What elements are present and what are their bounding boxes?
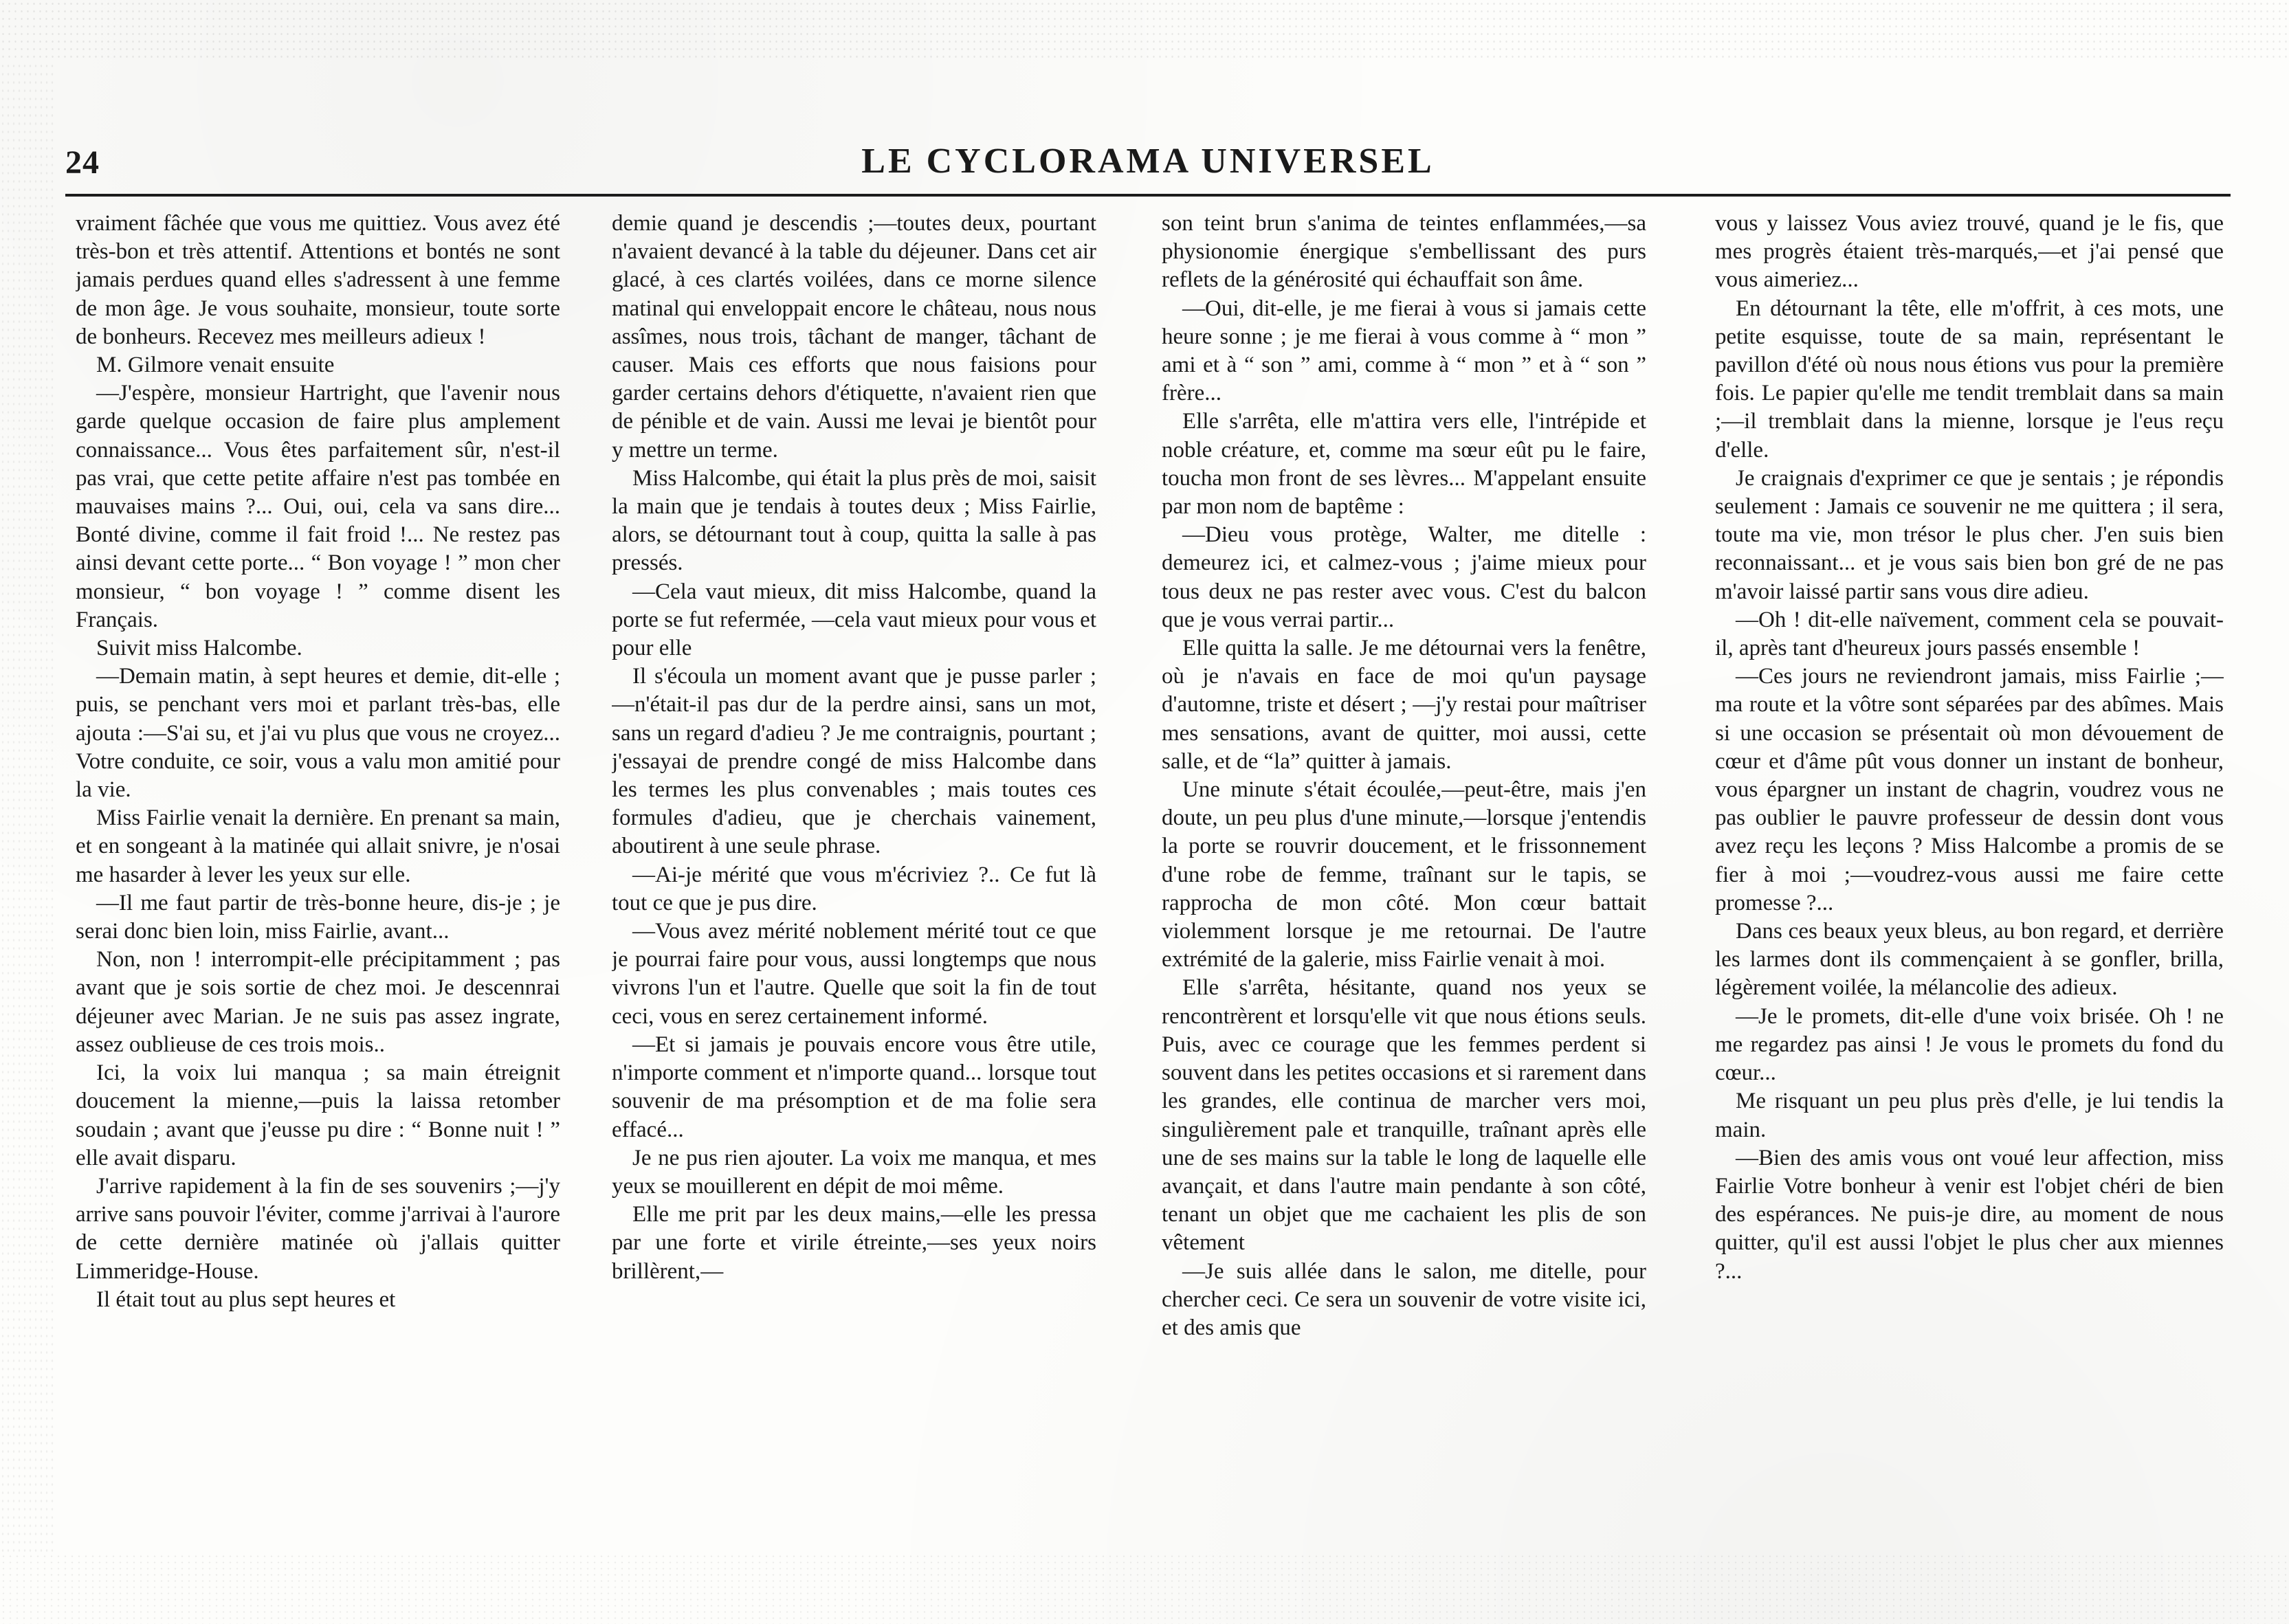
paragraph: Une minute s'était écoulée,—peut-être, mais j'en doute, un peu plus d'une minute,—lorsque j'entendis la porte se rouvrir doucement, et le frissonnement d'une robe de femme, traînant sur le tapis, se rapprocha de mon côté. Mon cœur battait violemment lorsque je me retournai. De l'autre extrémité de la galerie, miss Fairlie venait à moi. [1162,777,1646,972]
text-column-2 [612,210,1096,1515]
journal-title: LE CYCLORAMA UNIVERSEL [861,142,1435,181]
page-number: 24 [65,144,100,181]
paragraph: Elle s'arrêta, elle m'attira vers elle, l'intrépide et noble créature, et, comme ma sœur eût pu le faire, toucha mon front de ses lèvres... M'appelant ensuite par mon nom de baptême : [1162,409,1646,520]
paper-speckle-left [0,62,55,1553]
header-rule [65,194,2231,197]
text-column-1 [76,210,560,1515]
paragraph: —Demain matin, à sept heures et demie, dit-elle ; puis, se penchant vers moi et parlant très-bas, elle ajouta :—S'ai su, et j'ai vu plus que vous ne croyez... Votre conduite, ce soir, vous a valu mon amitié pour la vie. [76,664,560,803]
paragraph: Il était tout au plus sept heures et [96,1287,396,1312]
paragraph: M. Gilmore venait ensuite [96,353,335,378]
paragraph: vraiment fâchée que vous me quittiez. Vous avez été très-bon et très attentif. Attentions et bontés ne sont jamais perdues quand elles s'adressent à une femme de mon âge. Je vous souhaite, monsieur, toute sorte de bonheurs. Recevez mes meilleurs adieux ! [76,211,560,349]
paragraph: —J'espère, monsieur Hartright, que l'avenir nous garde quelque occasion de faire plus amplement connaissance... Vous êtes parfaitement sûr, n'est-il pas vrai, que cette petite affaire n'est pas tombée en mauvaises mains ?... Oui, oui, cela va sans dire... Bonté divine, comme il fait froid !... Ne restez pas ainsi devant cette porte... “ Bon voyage ! ” mon cher monsieur, “ bon voyage ! ” comme disent les Français. [76,381,560,632]
paragraph: —Oh ! dit-elle naïvement, comment cela se pouvait-il, après tant d'heureux jours passés ensemble ! [1715,607,2224,661]
paragraph: demie quand je descendis ;—toutes deux, pourtant n'avaient devancé à la table du déjeuner. Dans cet air glacé, à ces clartés voilées, dans ce morne silence matinal qui enveloppait encore le château, nous nous assîmes, nous trois, tâchant de manger, tâchant de causer. Mais ces efforts que nous faisions pour garder certains dehors d'étiquette, n'avaient rien que de pénible et de vain. Aussi me levai je bientôt pour y mettre un terme. [612,211,1096,463]
paragraph: —Cela vaut mieux, dit miss Halcombe, quand la porte se fut refermée, —cela vaut mieux pour vous et pour elle [612,579,1096,661]
paragraph: Je ne pus rien ajouter. La voix me manqua, et mes yeux se mouillerent en dépit de moi même. [612,1145,1096,1199]
paragraph: —Dieu vous protège, Walter, me ditelle : demeurez ici, et calmez-vous ; j'aime mieux pour tous deux ne pas rester avec vous. C'est du balcon que je vous verrai partir... [1162,522,1646,632]
paragraph: son teint brun s'anima de teintes enflammées,—sa physionomie énergique s'embellissant des purs reflets de la générosité qui échauffait son âme. [1162,211,1646,293]
running-head [65,141,2231,189]
paragraph: Non, non ! interrompit-elle précipitamment ; pas avant que je sois sortie de chez moi. Je descennrai déjeuner avec Marian. Je ne suis pas assez ingrate, assez oublieuse de ces trois mois.. [76,947,560,1057]
paragraph: —Vous avez mérité noblement mérité tout ce que je pourrai faire pour vous, aussi longtemps que nous vivrons l'un et l'autre. Quelle que soit la fin de tout ceci, vous en serez certainement informé. [612,919,1096,1029]
paragraph: Suivit miss Halcombe. [96,636,302,661]
paragraph: Elle s'arrêta, hésitante, quand nos yeux se rencontrèrent et lorsqu'elle vit que nous étions seuls. Puis, avec ce courage que les femmes perdent si souvent dans les petites occasions et si rarement dans les grandes, elle continua de marcher vers moi, singulièrement pale et tranquille, traînant après elle une de ses mains sur la table le long de laquelle elle avançait, et dans l'autre main pendante à son côté, tenant un objet que me cachaient les plis de son vêtement [1162,975,1646,1256]
paragraph: —Ces jours ne reviendront jamais, miss Fairlie ;—ma route et la vôtre sont séparées par des abîmes. Mais si une occasion se présentait où mon dévouement de cœur et d'âme pût vous donner un instant de bonheur, vous épargner un instant de chagrin, voudrez vous ne pas oublier le pauvre professeur de dessin dont vous avez reçu les leçons ? Miss Halcombe a promis de se fier à moi ;—voudrez-vous aussi me faire cette promesse ?... [1715,664,2224,915]
paragraph: —Et si jamais je pouvais encore vous être utile, n'importe comment et n'importe quand... lorsque tout souvenir de ma présomption et de ma folie sera effacé... [612,1032,1096,1142]
paragraph: vous y laissez Vous aviez trouvé, quand je le fis, que mes progrès étaient très-marqués,—et j'ai pensé que vous aimeriez... [1715,211,2224,293]
paragraph: —Ai-je mérité que vous m'écriviez ?.. Ce fut là tout ce que je pus dire. [612,862,1096,915]
paragraph: Ici, la voix lui manqua ; sa main étreignit doucement la mienne,—puis la laissa retomber soudain ; avant que j'eusse pu dire : “ Bonne nuit ! ” elle avait disparu. [76,1060,560,1170]
paragraph: Elle me prit par les deux mains,—elle les pressa par une forte et virile étreinte,—ses yeux noirs brillèrent,— [612,1202,1096,1284]
paragraph: Dans ces beaux yeux bleus, au bon regard, et derrière les larmes dont ils commençaient à se gonfler, brilla, légèrement voilée, la mélancolie des adieux. [1715,919,2224,1001]
paragraph: J'arrive rapidement à la fin de ses souvenirs ;—j'y arrive sans pouvoir l'éviter, comme j'arrivai à l'aurore de cette dernière matinée où j'allais quitter Limmeridge-House. [76,1173,560,1284]
paragraph: —Bien des amis vous ont voué leur affection, miss Fairlie Votre bonheur à venir est l'objet chéri de bien des espérances. Ne puis-je dire, au moment de nous quitter, qu'il est aussi l'objet le plus cher aux miennes ?... [1715,1145,2224,1284]
text-column-3 [1162,210,1646,1515]
paragraph: En détournant la tête, elle m'offrit, à ces mots, une petite esquisse, toute de sa main, représentant le pavillon d'été où nous nous étions vus pour la première fois. Le papier qu'elle me tendit tremblait dans sa main ;—il tremblait dans la mienne, lorsque je l'eus reçu d'elle. [1715,296,2224,463]
paper-speckle-top [0,0,2289,62]
paragraph: Miss Fairlie venait la dernière. En prenant sa main, et en songeant à la matinée qui allait snivre, je n'osai me hasarder à lever les yeux sur elle. [76,805,560,887]
paragraph: Miss Halcombe, qui était la plus près de moi, saisit la main que je tendais à toutes deux ; Miss Fairlie, alors, se détournant tout à coup, quitta la salle à pas pressés. [612,465,1096,576]
paragraph: Je craignais d'exprimer ce que je sentais ; je répondis seulement : Jamais ce souvenir ne me quittera ; il sera, toute ma vie, mon trésor le plus cher. J'en suis bien reconnaissant... et je vous sais bien bon gré de ne pas m'avoir laissé partir sans vous dire adieu. [1715,465,2224,604]
text-column-4 [1715,210,2224,1515]
paper-speckle-bottom [0,1553,2289,1624]
paragraph: —Oui, dit-elle, je me fierai à vous si jamais cette heure sonne ; je me fierai à vous comme à “ mon ” ami et à “ son ” ami, comme à “ mon ” et à “ son ” frère... [1162,296,1646,406]
paragraph: —Je suis allée dans le salon, me ditelle, pour chercher ceci. Ce sera un souvenir de votre visite ici, et des amis que [1162,1258,1646,1340]
paragraph: Il s'écoula un moment avant que je pusse parler ;—n'était-il pas dur de la perdre ainsi, sans un mot, sans un regard d'adieu ? Je me contraignis, pourtant ; j'essayai de prendre congé de miss Halcombe dans les termes les plus convenables ; mais toutes ces formules d'adieu, que je cherchais vainement, aboutirent à une seule phrase. [612,664,1096,859]
paragraph: —Il me faut partir de très-bonne heure, dis-je ; je serai donc bien loin, miss Fairlie, avant... [76,890,560,944]
paragraph: Elle quitta la salle. Je me détournai vers la fenêtre, où je n'avais en face de moi qu'un paysage d'automne, triste et désert ; —j'y restai pour maîtriser mes sensations, avant de quitter, moi aussi, cette salle, et de “la” quitter à jamais. [1162,636,1646,774]
paragraph: —Je le promets, dit-elle d'une voix brisée. Oh ! ne me regardez pas ainsi ! Je vous le promets du fond du cœur... [1715,1003,2224,1086]
paragraph: Me risquant un peu plus près d'elle, je lui tendis la main. [1715,1089,2224,1142]
